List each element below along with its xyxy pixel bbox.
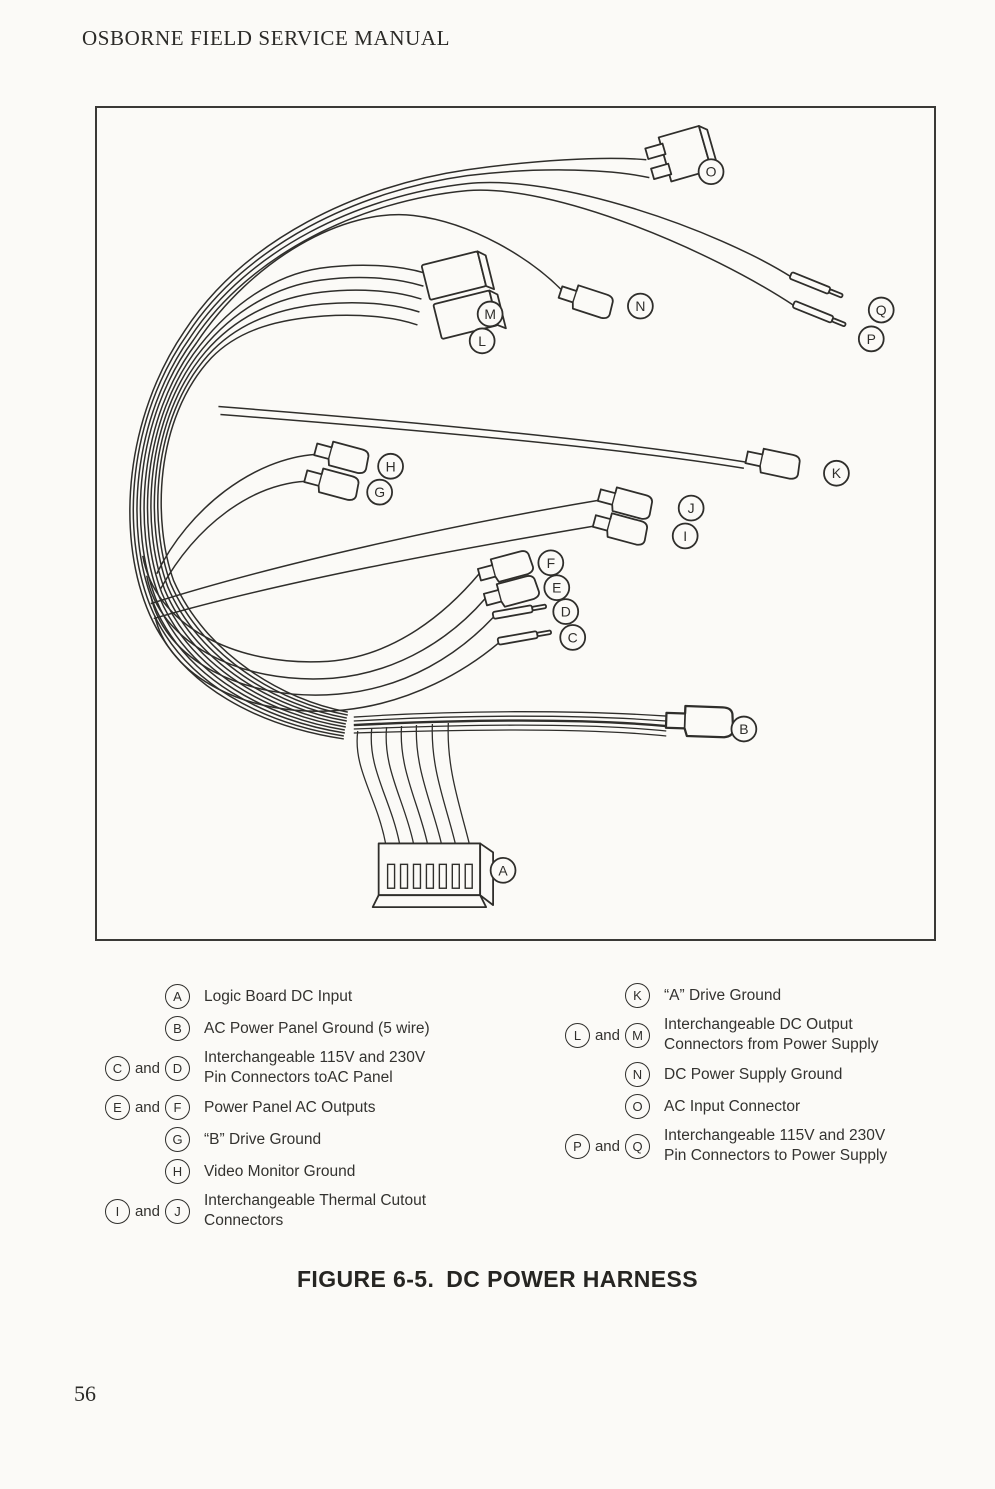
legend-badge-cell <box>88 1127 204 1152</box>
callout-e-icon <box>544 575 569 600</box>
legend-badge-h: H <box>165 1159 190 1184</box>
legend-badge-d: D <box>165 1056 190 1081</box>
legend-column-left <box>88 984 508 1238</box>
connector-dc-output-pair <box>421 249 505 344</box>
legend-badge-q: Q <box>625 1134 650 1159</box>
legend-joiner: and <box>594 1137 620 1155</box>
svg-text:M: M <box>484 305 496 322</box>
legend-description <box>204 1191 426 1231</box>
legend-badge-cell <box>88 1159 204 1184</box>
legend-badge-cell <box>548 1094 664 1119</box>
legend-row <box>548 1126 968 1166</box>
svg-text:L: L <box>478 332 487 349</box>
legend-description <box>204 1048 425 1088</box>
legend-description <box>664 1065 842 1085</box>
legend-description <box>664 1015 879 1055</box>
legend-row <box>88 984 508 1009</box>
legend-description-line: Video Monitor Ground <box>204 1162 356 1180</box>
legend-badge-j: J <box>165 1199 190 1224</box>
connector-video-ground <box>313 438 371 475</box>
legend-badge-cell <box>88 984 204 1009</box>
legend-row <box>88 1159 508 1184</box>
legend-row <box>88 1016 508 1041</box>
legend-row <box>548 1062 968 1087</box>
svg-text:G: G <box>374 484 386 501</box>
legend-badge-f: F <box>165 1095 190 1120</box>
legend-description <box>664 1097 800 1117</box>
svg-text:N: N <box>635 298 646 315</box>
svg-text:F: F <box>546 554 556 571</box>
svg-text:E: E <box>552 579 562 596</box>
legend-row <box>548 1094 968 1119</box>
legend-description-line: AC Power Panel Ground (5 wire) <box>204 1019 430 1037</box>
connector-pin-d <box>492 603 546 619</box>
legend-description-line: Power Panel AC Outputs <box>204 1098 376 1116</box>
callout-j-icon <box>679 496 704 521</box>
harness-diagram <box>97 108 930 935</box>
legend-row <box>88 1095 508 1120</box>
figure-frame <box>95 106 936 941</box>
legend-row <box>88 1127 508 1152</box>
legend-description-line: Interchangeable DC Output <box>664 1016 853 1033</box>
callout-c-icon <box>560 625 585 650</box>
legend-description <box>204 1130 321 1150</box>
callout-o-icon <box>699 159 724 184</box>
figure-caption <box>0 1266 995 1293</box>
legend-row <box>548 983 968 1008</box>
legend-badge-e: E <box>105 1095 130 1120</box>
connector-pin-p <box>792 301 846 328</box>
callout-f-icon <box>538 550 563 575</box>
legend-badge-cell <box>548 1062 664 1087</box>
legend-description-line: Interchangeable 115V and 230V <box>664 1127 886 1144</box>
connector-pin-q <box>789 272 843 299</box>
legend-description-line: Pin Connectors toAC Panel <box>204 1069 393 1086</box>
callout-g-icon <box>367 480 392 505</box>
callout-p-icon <box>859 326 884 351</box>
legend-badge-a: A <box>165 984 190 1009</box>
callout-q-icon <box>869 298 894 323</box>
svg-text:H: H <box>385 458 396 475</box>
legend-description <box>664 1126 887 1166</box>
legend-joiner: and <box>134 1099 160 1116</box>
callout-i-icon <box>673 523 698 548</box>
svg-text:D: D <box>560 603 571 620</box>
connector-logic-board <box>373 843 493 907</box>
legend-badge-cell <box>548 1134 664 1159</box>
legend-description-line: Connectors from Power Supply <box>664 1036 879 1053</box>
legend-badge-l: L <box>565 1023 590 1048</box>
legend-column-right <box>548 983 968 1173</box>
svg-text:A: A <box>498 862 508 879</box>
legend-description-line: Interchangeable Thermal Cutout <box>204 1192 427 1209</box>
connector-a-drive-ground <box>744 446 802 481</box>
svg-text:B: B <box>739 720 749 737</box>
legend-badge-o: O <box>625 1094 650 1119</box>
svg-text:Q: Q <box>875 301 887 318</box>
legend-row <box>88 1048 508 1088</box>
legend-joiner: and <box>134 1059 160 1077</box>
legend-badge-c: C <box>105 1056 130 1081</box>
connector-ac-panel-ground <box>666 705 734 737</box>
legend-description-line: “B” Drive Ground <box>204 1130 322 1148</box>
connector-thermal-cutout-j <box>596 484 654 521</box>
legend-description-line: AC Input Connector <box>664 1097 801 1115</box>
legend-badge-n: N <box>625 1062 650 1087</box>
legend-description <box>204 987 352 1007</box>
callout-a-icon <box>491 858 516 883</box>
svg-text:P: P <box>866 330 876 347</box>
legend-badge-i: I <box>105 1199 130 1224</box>
legend-badge-cell <box>88 1095 204 1120</box>
legend-badge-cell <box>548 1023 664 1048</box>
legend-badge-g: G <box>165 1127 190 1152</box>
legend-description-line: DC Power Supply Ground <box>664 1065 843 1083</box>
legend-joiner: and <box>134 1202 160 1220</box>
legend-description <box>204 1162 355 1182</box>
svg-text:I: I <box>683 527 688 544</box>
svg-text:K: K <box>831 465 842 482</box>
svg-text:C: C <box>567 629 578 646</box>
callout-b-icon <box>731 717 756 742</box>
legend-description <box>204 1019 430 1039</box>
figure-caption-number: FIGURE 6-5. <box>296 1266 435 1292</box>
legend-description <box>204 1098 375 1118</box>
callout-l-icon <box>470 328 495 353</box>
connector-dc-ground <box>557 281 615 320</box>
page-number: 56 <box>74 1381 96 1406</box>
legend-description-line: Interchangeable 115V and 230V <box>204 1049 426 1066</box>
legend-badge-k: K <box>625 983 650 1008</box>
figure-caption-title: DC POWER HARNESS <box>446 1266 699 1292</box>
svg-text:J: J <box>687 500 695 517</box>
legend-badge-p: P <box>565 1134 590 1159</box>
legend-description-line: Pin Connectors to Power Supply <box>664 1147 888 1164</box>
legend-badge-b: B <box>165 1016 190 1041</box>
callout-k-icon <box>824 461 849 486</box>
legend-badge-cell <box>548 983 664 1008</box>
callout-n-icon <box>628 294 653 319</box>
legend-badge-m: M <box>625 1023 650 1048</box>
legend-badge-cell <box>88 1056 204 1081</box>
callout-h-icon <box>378 454 403 479</box>
page-header: OSBORNE FIELD SERVICE MANUAL <box>82 26 451 50</box>
callout-d-icon <box>553 599 578 624</box>
connector-pin-c <box>497 629 551 645</box>
legend-row <box>88 1191 508 1231</box>
legend-description-line: “A” Drive Ground <box>664 986 782 1004</box>
legend-joiner: and <box>594 1026 620 1044</box>
legend-row <box>548 1015 968 1055</box>
svg-text:O: O <box>705 163 717 180</box>
legend-description-line: Logic Board DC Input <box>204 987 353 1005</box>
legend-description <box>664 986 781 1006</box>
legend-badge-cell <box>88 1016 204 1041</box>
callout-m-icon <box>478 302 503 327</box>
legend-description-line: Connectors <box>204 1212 284 1229</box>
legend-badge-cell <box>88 1199 204 1224</box>
